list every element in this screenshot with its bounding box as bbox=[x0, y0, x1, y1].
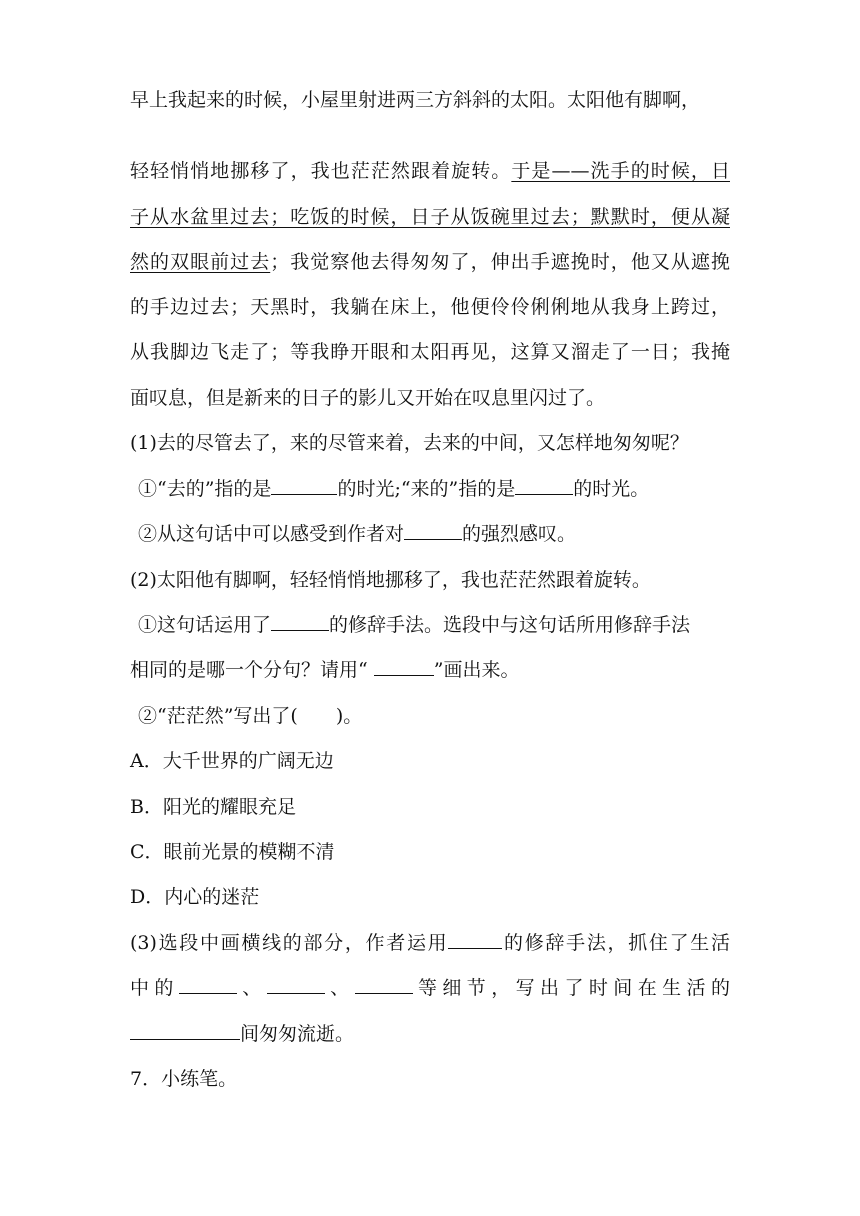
option-c[interactable]: C．眼前光景的模糊不清 bbox=[130, 841, 335, 863]
answer-blank[interactable] bbox=[515, 476, 573, 495]
question-stem bbox=[130, 930, 730, 956]
question-text: 间匆匆流逝。 bbox=[240, 1023, 355, 1045]
option-d[interactable]: D．内心的迷茫 bbox=[130, 886, 260, 908]
passage-line: 面叹息，但是新来的日子的影儿又开始在叹息里闪过了。 bbox=[130, 387, 606, 409]
answer-blank[interactable] bbox=[130, 1021, 240, 1040]
sub-question-text: ”画出来。 bbox=[433, 659, 520, 681]
question-line bbox=[130, 1021, 730, 1047]
question-text: 等细节，写出了时间在生活的 bbox=[412, 977, 730, 999]
option-a[interactable]: A．大千世界的广阔无边 bbox=[130, 750, 334, 772]
passage-line: 从我脚边飞走了；等我睁开眼和太阳再见，这算又溜走了一日；我掩 bbox=[130, 341, 730, 363]
answer-blank[interactable] bbox=[271, 612, 329, 631]
sub-question bbox=[138, 521, 738, 547]
passage-line bbox=[130, 158, 730, 184]
answer-blank[interactable] bbox=[267, 975, 325, 994]
question-line bbox=[130, 975, 730, 1001]
passage-text: ；我觉察他去得匆匆了，伸出手遮挽时，他又从遮挽 bbox=[270, 251, 730, 273]
sub-question bbox=[138, 612, 730, 638]
sub-question-text: 的强烈感叹。 bbox=[462, 523, 577, 545]
passage-line bbox=[130, 249, 730, 275]
question-stem: (1)去的尽管去了，来的尽管来着，去来的中间，又怎样地匆匆呢？ bbox=[130, 432, 689, 454]
sub-question-text: 的时光;“来的”指的是 bbox=[337, 478, 516, 500]
answer-blank[interactable] bbox=[404, 521, 462, 540]
question-7-heading: 7．小练笔。 bbox=[130, 1068, 238, 1090]
underlined-passage-text: 于是——洗手的时候，日 bbox=[511, 160, 730, 182]
answer-blank[interactable] bbox=[179, 975, 237, 994]
answer-blank[interactable] bbox=[448, 930, 502, 949]
passage-line: 早上我起来的时候，小屋里射进两三方斜斜的太阳。太阳他有脚啊， bbox=[130, 89, 701, 111]
answer-blank[interactable] bbox=[271, 476, 337, 495]
passage-text: 轻轻悄悄地挪移了，我也茫茫然跟着旋转。 bbox=[130, 160, 512, 182]
question-text: 的修辞手法，抓住了生活 bbox=[502, 932, 730, 954]
sub-question-text: ①这句话运用了 bbox=[138, 614, 272, 636]
question-stem: (2)太阳他有脚啊，轻轻悄悄地挪移了，我也茫茫然跟着旋转。 bbox=[130, 569, 651, 591]
sub-question-text: 的修辞手法。选段中与这句话所用修辞手法 bbox=[329, 614, 691, 636]
sub-question-text: ②从这句话中可以感受到作者对 bbox=[138, 523, 405, 545]
option-b[interactable]: B．阳光的耀眼充足 bbox=[130, 796, 296, 818]
underlined-passage-text: 然的双眼前过去 bbox=[130, 251, 271, 273]
passage-line: 的手边过去；天黑时，我躺在床上，他便伶伶俐俐地从我身上跨过， bbox=[130, 296, 730, 318]
question-text: 、 bbox=[236, 977, 267, 999]
underlined-passage-text: 子从水盆里过去；吃饭的时候，日子从饭碗里过去；默默时，便从凝 bbox=[130, 206, 730, 228]
sub-question-text: 相同的是哪一个分句？请用“ bbox=[130, 659, 374, 681]
sub-question bbox=[130, 657, 730, 683]
question-text: 中的 bbox=[130, 977, 179, 999]
sub-question: ②“茫茫然”写出了( )。 bbox=[138, 705, 363, 727]
sub-question-text: 的时光。 bbox=[573, 478, 650, 500]
sub-question-text: ①“去的”指的是 bbox=[138, 478, 272, 500]
answer-blank[interactable] bbox=[355, 975, 413, 994]
question-text: 、 bbox=[324, 977, 355, 999]
question-text: (3)选段中画横线的部分，作者运用 bbox=[130, 932, 449, 954]
underline-sample bbox=[374, 657, 434, 676]
sub-question bbox=[138, 476, 738, 502]
